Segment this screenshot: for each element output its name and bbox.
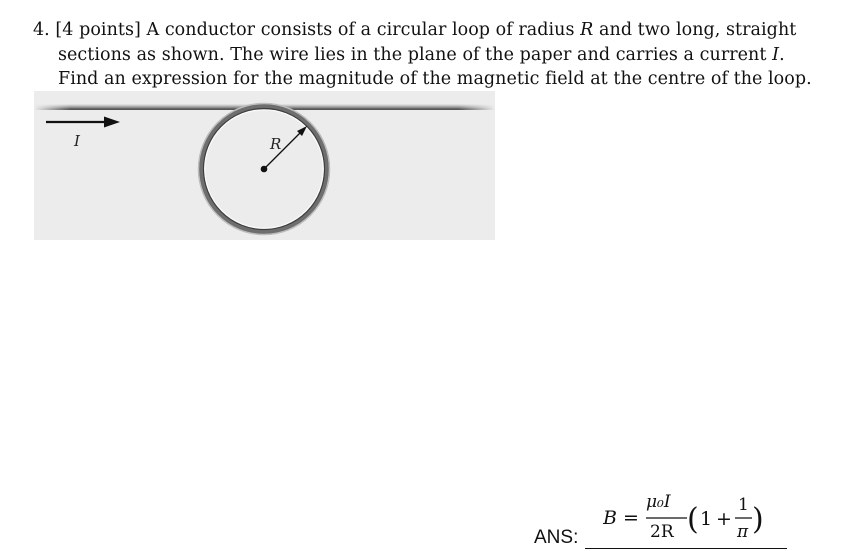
formula-paren-close: ) bbox=[752, 502, 764, 537]
formula-plus: + bbox=[716, 508, 732, 530]
question-line-3-text: Find an expression for the magnitude of the magnetic field at the centre of the loop. bbox=[58, 69, 812, 89]
question-line-1 bbox=[33, 18, 823, 43]
formula-frac-den: π bbox=[737, 522, 749, 542]
variable-I: I bbox=[772, 44, 780, 65]
current-arrowhead-icon bbox=[104, 117, 120, 128]
formula-paren-open: ( bbox=[687, 502, 699, 537]
answer-underline bbox=[585, 548, 787, 549]
formula-B: B bbox=[603, 507, 617, 529]
question-line-3 bbox=[33, 67, 823, 92]
answer-label: ANS: bbox=[534, 527, 579, 548]
formula-equals: = bbox=[623, 507, 639, 529]
formula-frac-num: 1 bbox=[738, 495, 749, 515]
formula-numerator: μ₀I bbox=[646, 492, 671, 512]
question-points: [4 points] bbox=[55, 20, 141, 40]
question-line-2 bbox=[33, 43, 823, 68]
question-line-1-tail: and two long, straight bbox=[599, 20, 797, 40]
conductor-figure bbox=[34, 91, 495, 240]
current-label: I bbox=[74, 132, 80, 150]
question-line-1-text: A conductor consists of a circular loop of radius bbox=[146, 20, 575, 40]
answer-formula bbox=[603, 488, 783, 546]
formula-svg bbox=[603, 488, 783, 546]
loop-centre-dot bbox=[261, 166, 268, 173]
question-text bbox=[33, 18, 823, 92]
radius-label: R bbox=[270, 135, 282, 153]
formula-one: 1 bbox=[700, 508, 713, 530]
question-line-2-text: sections as shown. The wire lies in the plane of the paper and carries a current bbox=[58, 44, 767, 65]
formula-denominator: 2R bbox=[650, 522, 674, 542]
question-number: 4. bbox=[33, 20, 50, 40]
question-line-2-tail: . bbox=[779, 44, 785, 65]
conductor-diagram bbox=[34, 91, 495, 240]
variable-R: R bbox=[580, 20, 594, 40]
